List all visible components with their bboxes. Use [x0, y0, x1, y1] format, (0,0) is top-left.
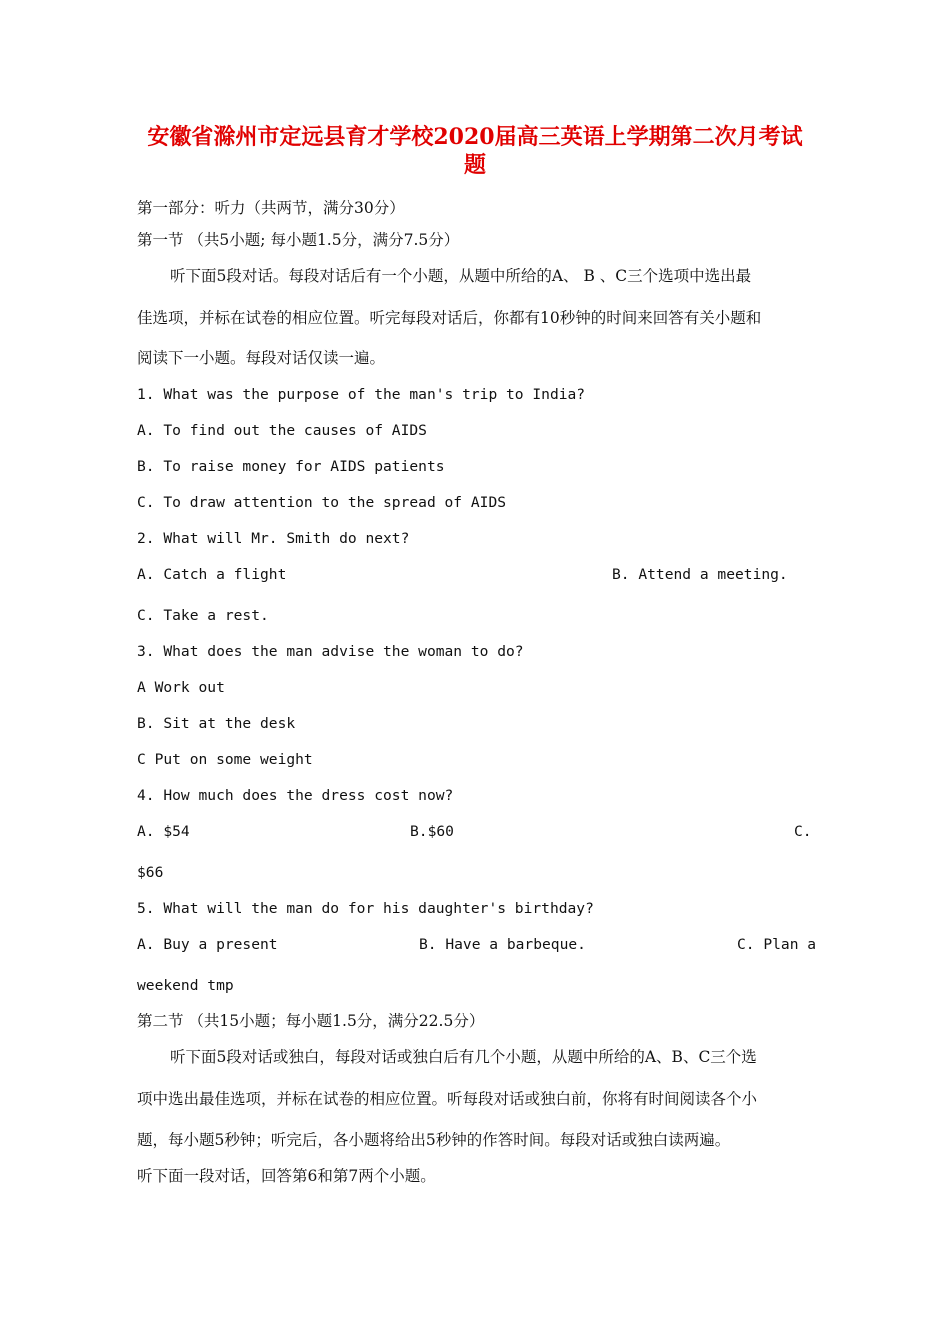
- question-5-option-b: B. Have a barbeque.: [419, 936, 586, 953]
- section1-instruction-line-2: 佳选项，并标在试卷的相应位置。听完每段对话后，你都有10秒钟的时间来回答有关小题和: [137, 309, 762, 327]
- question-4-option-b: B.$60: [410, 823, 454, 840]
- question-3-option-a: A Work out: [137, 679, 225, 696]
- section1-instruction-line-1: 听下面5段对话。每段对话后有一个小题，从题中所给的A、 B 、C三个选项中选出最: [170, 267, 752, 285]
- question-4-option-a: A. $54: [137, 823, 190, 840]
- title-line-1: 安徽省滁州市定远县育才学校2020届高三英语上学期第二次月考试: [147, 124, 803, 150]
- question-5-option-a: A. Buy a present: [137, 936, 278, 953]
- section2-instruction-line-4: 听下面一段对话，回答第6和第7两个小题。: [137, 1167, 436, 1185]
- section2-instruction-line-2: 项中选出最佳选项，并标在试卷的相应位置。听每段对话或独白前，你将有时间阅读各个小: [137, 1090, 758, 1108]
- section1-heading: 第一节 （共5小题; 每小题1.5分，满分7.5分）: [137, 231, 460, 249]
- question-4-option-c-value: $66: [137, 864, 164, 881]
- title-line-2: 题: [463, 152, 486, 178]
- question-4-stem: 4. How much does the dress cost now?: [137, 787, 454, 804]
- question-1-stem: 1. What was the purpose of the man's trip to India?: [137, 386, 586, 403]
- section1-instruction-line-3: 阅读下一小题。每段对话仅读一遍。: [137, 349, 386, 367]
- section2-heading: 第二节 （共15小题；每小题1.5分，满分22.5分）: [137, 1012, 485, 1030]
- question-1-option-b: B. To raise money for AIDS patients: [137, 458, 445, 475]
- question-4-option-c-label: C.: [794, 823, 812, 840]
- question-3-stem: 3. What does the man advise the woman to do?: [137, 643, 524, 660]
- question-3-option-b: B. Sit at the desk: [137, 715, 296, 732]
- section2-instruction-line-3: 题，每小题5秒钟；听完后，各小题将给出5秒钟的作答时间。每段对话或独白读两遍。: [137, 1131, 731, 1149]
- question-5-option-c-continued: weekend tmp: [137, 977, 234, 994]
- question-1-option-a: A. To find out the causes of AIDS: [137, 422, 427, 439]
- part1-heading: 第一部分：听力（共两节，满分30分）: [137, 199, 405, 217]
- question-2-option-a: A. Catch a flight: [137, 566, 287, 583]
- question-5-stem: 5. What will the man do for his daughter's birthday?: [137, 900, 594, 917]
- question-1-option-c: C. To draw attention to the spread of AIDS: [137, 494, 507, 511]
- question-2-option-c: C. Take a rest.: [137, 607, 269, 624]
- question-5-option-c: C. Plan a: [737, 936, 817, 953]
- section2-instruction-line-1: 听下面5段对话或独白，每段对话或独白后有几个小题，从题中所给的A、B、C三个选: [170, 1048, 757, 1066]
- question-3-option-c: C Put on some weight: [137, 751, 313, 768]
- question-2-stem: 2. What will Mr. Smith do next?: [137, 530, 410, 547]
- question-2-option-b: B. Attend a meeting.: [612, 566, 788, 583]
